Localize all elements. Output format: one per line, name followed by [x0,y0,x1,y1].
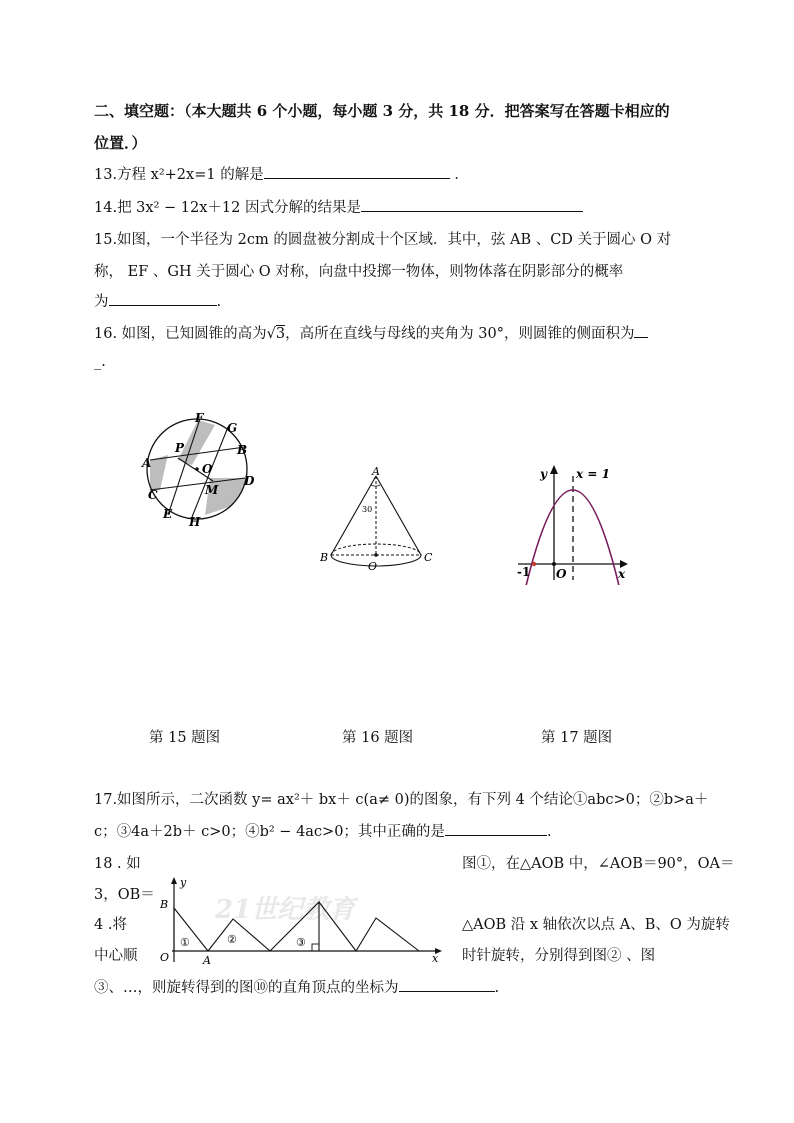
label-E: E [163,507,173,521]
label-G: G [227,421,238,435]
q18-answer-blank[interactable] [399,977,495,992]
label-x: x [432,952,439,965]
caption-fig16: 第 16 题图 [342,730,414,746]
right-angle-mark [312,944,319,951]
q18-end: . [494,980,500,996]
q17-answer-blank[interactable] [445,821,547,836]
q13-number: 13. [94,167,118,183]
label-y: y [540,467,547,481]
q13-text: 方程 x²+2x=1 的解是 [117,167,264,183]
label-circle-3: ③ [296,936,306,949]
label-O: O [556,567,567,581]
label-A: A [142,456,152,470]
q17-text: c；③4a＋2b＋ c>0；④b² − 4ac>0；其中正确的是 [94,824,445,840]
q14-text: 把 3x² − 12x＋12 因式分解的结果是 [117,200,361,216]
label-O: O [368,560,378,573]
q16-text-a: 16. 如图，已知圆锥的高为 [94,326,267,342]
q15-answer-blank[interactable] [109,291,217,306]
figure-15 [140,405,260,530]
label-C: C [148,488,158,502]
sqrt-expression [267,326,285,342]
q15-end: . [216,294,222,310]
cone-left-slant [331,476,376,555]
question-14 [94,196,583,217]
cone-center-dot [374,553,378,557]
figure-17 [512,460,637,585]
q15-line3 [94,290,221,311]
caption-fig17: 第 17 题图 [541,730,613,746]
label-O: O [160,951,170,964]
label-B: B [237,443,248,457]
q18-l3-right: △AOB 沿 x 轴依次以点 A、B、O 为旋转 [462,917,730,933]
caption-fig15: 第 15 题图 [149,730,221,746]
label-B: B [160,898,169,911]
q18-l4-right: 时针旋转，分别得到图② 、图 [462,948,656,964]
section-heading-line2: 位置．） [94,134,147,152]
q18-l2-left: 3，OB＝ [94,887,155,903]
root-point [532,562,536,566]
q18-l3-left: 4 .将 [94,917,127,933]
sqrt-sign-icon: √ [266,326,276,342]
q18-l5 [94,976,499,997]
q13-end: ． [454,167,469,183]
sqrt-value: 3 [275,326,286,342]
label-D: D [244,474,255,488]
q18-text: ③、…，则旋转得到的图⑩的直角顶点的坐标为 [94,980,399,996]
shade-left [150,455,168,490]
label-P: P [175,441,185,455]
q15-prefix: 为 [94,294,109,310]
q18-l4-left: 中心顺 [94,948,138,964]
label-A: A [203,954,211,967]
q16-line2: _. [94,354,106,370]
q18-l1-left: 18 . 如 [94,856,141,872]
label-O: O [202,462,213,476]
label-neg1: -1 [517,565,531,579]
y-axis-arrow-icon [550,465,558,474]
q16-answer-blank[interactable] [634,323,648,338]
section-heading-line1: 二、填空题：（本大题共 6 个小题，每小题 3 分，共 18 分．把答案写在答题卡相应的 [94,102,670,120]
q17-line1: 17.如图所示，二次函数 y= ax²＋ bx＋ c(a≠ 0)的图象，有下列 4 个结论①abc>0；②b>a＋ [94,792,709,808]
y-axis-arrow-icon [171,877,177,884]
label-circle-1: ① [180,936,190,949]
q14-number: 14. [94,200,118,216]
label-M: M [205,483,219,497]
label-x: x [618,567,626,581]
cone-right-slant [376,476,421,555]
cone-angle-arc [371,485,380,486]
figure-16 [315,465,440,580]
label-B: B [320,551,329,564]
figure-18 [150,870,450,968]
label-F: F [195,411,204,425]
q18-l1-right: 图①，在△AOB 中，∠AOB＝90°，OA＝ [462,856,735,872]
q17-end: . [546,824,552,840]
label-y: y [180,876,187,889]
label-circle-2: ② [227,933,237,946]
q16-text-b: ，高所在直线与母线的夹角为 30°，则圆锥的侧面积为 [285,326,635,342]
origin-point [552,562,556,566]
fig15-center-dot [195,467,199,471]
label-C: C [424,551,433,564]
question-13 [94,163,469,184]
label-30: 30 [362,505,373,514]
q15-line2: 称， EF 、GH 关于圆心 O 对称，向盘中投掷一物体，则物体落在阴影部分的概率 [94,264,624,280]
label-x-eq-1: x = 1 [576,467,610,481]
q17-line2 [94,820,552,841]
q14-answer-blank[interactable] [361,197,583,212]
q16-line1 [94,322,648,343]
label-A: A [372,465,380,478]
q15-line1: 15.如图，一个半径为 2cm 的圆盘被分割成十个区域．其中，弦 AB 、CD 关于圆心 O 对 [94,232,672,248]
watermark-logo: 21世纪教育 [215,895,356,925]
q13-answer-blank[interactable] [264,164,450,179]
label-H: H [189,515,201,529]
